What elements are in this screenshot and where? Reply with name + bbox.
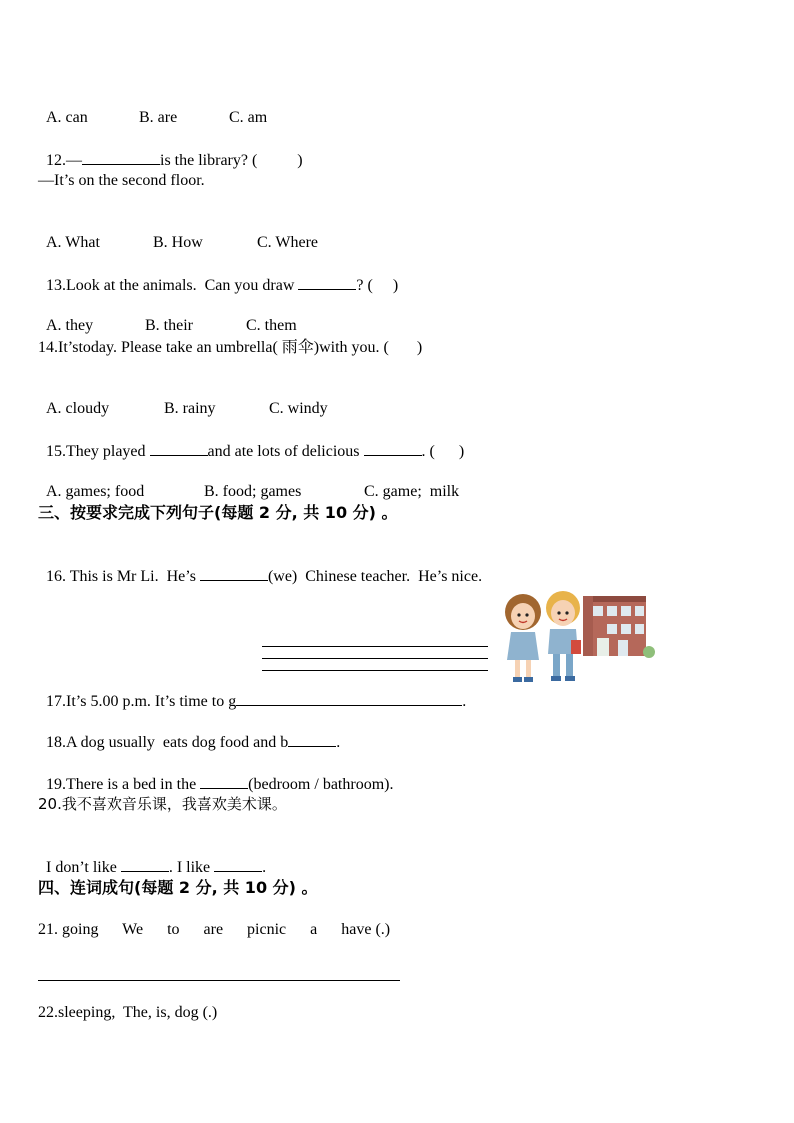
q20-middle: . I like — [168, 859, 215, 876]
q12-suffix: is the library? ( ) — [160, 152, 303, 169]
school-building — [583, 596, 655, 658]
q13-option-b: B. their — [145, 317, 193, 334]
q15-stem — [38, 421, 464, 462]
q17-blank[interactable] — [236, 691, 462, 706]
q15-suffix: . ( ) — [421, 443, 465, 460]
q13-suffix: ? ( ) — [356, 277, 399, 294]
section-4-heading: 四、连词成句(每题 2 分, 共 10 分) 。 — [38, 878, 318, 897]
q19-suffix: (bedroom / bathroom). — [248, 776, 394, 793]
q12-reply: —It’s on the second floor. — [38, 172, 205, 189]
q19-blank[interactable] — [200, 774, 248, 789]
q19-prefix: 19.There is a bed in the — [46, 776, 201, 793]
q13-option-a: A. they — [46, 317, 94, 334]
girl-figure — [505, 594, 541, 682]
q21-answer-line[interactable] — [38, 980, 400, 981]
q15-option-a: A. games; food — [46, 483, 145, 500]
q13-options — [38, 296, 297, 336]
q15-middle: and ate lots of delicious — [207, 443, 364, 460]
q17-suffix: . — [462, 693, 467, 710]
q18-suffix: . — [336, 734, 341, 751]
q20-prefix: I don’t like — [46, 859, 121, 876]
q18-blank[interactable] — [288, 732, 336, 747]
q19-stem — [38, 754, 393, 795]
q16-stem — [38, 546, 482, 587]
q15-option-b: B. food; games — [204, 483, 302, 500]
q12-option-c: C. Where — [257, 234, 319, 251]
q15-options — [38, 462, 459, 502]
q11-option-a: A. can — [46, 109, 88, 126]
q12-prefix: 12.— — [46, 152, 82, 169]
q12-options — [38, 213, 318, 253]
q20-blank-2[interactable] — [214, 857, 262, 872]
q15-blank-1[interactable] — [150, 441, 208, 456]
q18-prefix: 18.A dog usually eats dog food and b — [46, 734, 289, 751]
boy-figure — [546, 591, 581, 681]
q12-option-b: B. How — [153, 234, 203, 251]
section-3-heading: 三、按要求完成下列句子(每题 2 分, 共 10 分) 。 — [38, 503, 398, 522]
q15-option-c: C. game; milk — [364, 483, 460, 500]
q17-rule-1 — [262, 646, 488, 647]
q14-option-a: A. cloudy — [46, 400, 110, 417]
q15-blank-2[interactable] — [364, 441, 422, 456]
q14-option-c: C. windy — [269, 400, 328, 417]
q20-suffix: . — [262, 859, 267, 876]
q13-option-c: C. them — [246, 317, 297, 334]
q12-option-a: A. What — [46, 234, 100, 251]
q14-options — [38, 379, 328, 419]
q20-blank-1[interactable] — [121, 857, 169, 872]
q16-blank[interactable] — [200, 566, 268, 581]
kids-school-illustration — [493, 588, 655, 688]
q11-option-b: B. are — [139, 109, 178, 126]
q17-rule-2 — [262, 658, 488, 659]
q14-stem: 14.It’stoday. Please take an umbrella( 雨伞)with you. ( ) — [38, 339, 423, 356]
q11-options — [38, 88, 267, 128]
q21-words: 21. going We to are picnic a have (.) — [38, 921, 391, 938]
q11-option-c: C. am — [229, 109, 268, 126]
q13-stem — [38, 255, 398, 296]
q13-blank[interactable] — [298, 275, 356, 290]
q22-words: 22.sleeping, The, is, dog (.) — [38, 1004, 218, 1021]
q15-prefix: 15.They played — [46, 443, 150, 460]
q16-suffix: (we) Chinese teacher. He’s nice. — [267, 568, 483, 585]
q14-option-b: B. rainy — [164, 400, 216, 417]
q16-prefix: 16. This is Mr Li. He’s — [46, 568, 200, 585]
q17-prefix: 17.It’s 5.00 p.m. It’s time to g — [46, 693, 237, 710]
q18-stem — [38, 712, 340, 753]
q12-stem — [38, 130, 303, 171]
q13-prefix: 13.Look at the animals. Can you draw — [46, 277, 299, 294]
q20-chinese: 20.我不喜欢音乐课，我喜欢美术课。 — [38, 795, 287, 813]
q17-stem — [38, 671, 466, 712]
q12-blank[interactable] — [82, 150, 160, 165]
q20-english — [38, 837, 266, 878]
